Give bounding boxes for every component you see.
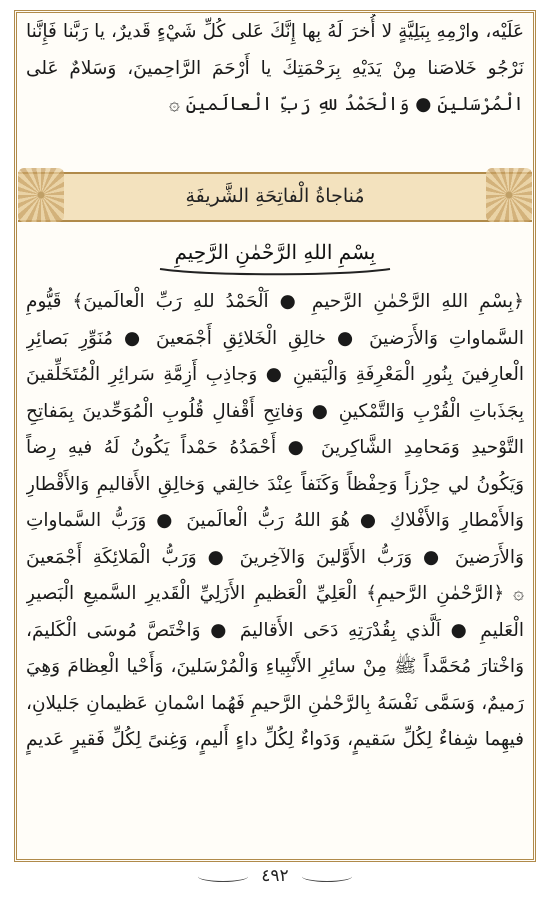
text-line: وَاخْتارَ مُحَمَّداً ﷺ مِنْ سائِرِ الأَنْبِياءِ وَالْمُرْسَلينَ، وَأَحْيا الْعِظامَ وَهِيَ [26,656,524,677]
footer-flourish-icon [198,871,248,882]
page-number: ٤٩٢ [261,866,289,886]
text-line: عَلَيْه، وارْمِهِ بِبَلِيَّةٍ لا أُخرَ لَهُ بِها إِنَّكَ عَلى كُلِّ شَيْءٍ قَديرٌ، يا رَبَّنا فَإِنَّنا [26,21,524,42]
text-line: الْعارِفينَ بِنُورِ الْمَعْرِفَةِ وَالْيَقينِ ● وَجاذِبِ أَزِمَّةِ سَرائِرِ الْمُتَخَلِّقينَ [26,364,524,385]
page-footer [0,866,550,896]
text-line: وَالأَمْطارِ وَالأَفْلاكِ ● هُوَ اللهُ رَبُّ الْعالَمينَ ● وَرَبُّ السَّماواتِ [26,510,524,531]
text-line: الْعَليمِ ● اَلَّذي بِقُدْرَتِهِ دَحَى الأَقاليمَ ● وَاخْتَصَّ مُوسَى الْكَليمَ، [26,619,524,641]
text-line: فيهِما شِفاءٌ لِكُلِّ سَقيمٍ، وَدَواءٌ لِكُلِّ داءٍ أَليمٍ، وَغِنىً لِكُلِّ فَقيرٍ عَديمٍ [26,729,524,750]
basmala-calligraphy [150,240,400,280]
text-line: السَّماواتِ وَالأَرَضينَ ● خالِقِ الْخَلائِقِ أَجْمَعينَ ● مُنَوِّرِ بَصائِرِ [26,327,524,349]
footer-flourish-icon [302,871,352,882]
text-line: وَيَكُونُ لي حِرْزاً وَحِفْظاً وَكَنَفاً عِنْدَ خالِقي وَخالِقِ الأَقاليمِ وَالأَقْطارِ [26,473,524,495]
text-line: وَالأَرَضينَ ● وَرَبُّ الأَوَّلينَ وَالآخِرينَ ● وَرَبُّ الْمَلائِكَةِ أَجْمَعينَ [26,546,524,568]
basmala-text: بِسْمِ اللهِ الرَّحْمٰنِ الرَّحِيمِ [174,240,376,264]
text-line: الْمُرْسَلينَ ● وَالْحَمْدُ للهِ رَبِّ الْعالَمينَ ۞ [169,94,524,115]
text-line: التَّوْحيدِ وَمَحامِدِ الشَّاكِرينَ ● أَحْمَدُهُ حَمْداً يَكُونُ لَهُ فيهِ رِضاً [26,437,524,458]
text-line: نَرْجُو خَلاصَنا مِنْ يَدَيْهِ بِرَحْمَتِكَ يا أَرْحَمَ الرَّاحِمينَ، وَسَلامٌ عَلى [26,57,524,79]
text-line: بِجَذَباتِ الْقُرْبِ وَالتَّمْكينِ ● وَفاتِحِ أَقْفالِ قُلُوبِ الْمُوَحِّدينَ بِمَفاتِحِ [26,400,524,422]
text-line: ﴿بِسْمِ اللهِ الرَّحْمٰنِ الرَّحيمِ ● اَلْحَمْدُ للهِ رَبِّ الْعالَمينَ﴾ قَيُّومِ [26,291,524,312]
section-heading-banner [18,172,532,222]
text-line: ۞ ﴿الرَّحْمٰنِ الرَّحيمِ﴾ الْعَلِيِّ الْعَظيمِ الأَزَلِيِّ الْقَديرِ السَّميعِ الْبَصيرِ [26,583,524,604]
text-line: رَميمٌ، وَسَمَّى نَفْسَهُ بِالرَّحْمٰنِ الرَّحيمِ فَهُما اسْمانِ عَظيمانِ جَليلانِ، [26,692,524,714]
basmala-flourish-icon [150,262,400,276]
top-paragraph [20,14,530,124]
section-heading: مُناجاةُ الْفاتِحَةِ الشَّريفَةِ [185,185,365,207]
munajat-body [20,284,530,759]
